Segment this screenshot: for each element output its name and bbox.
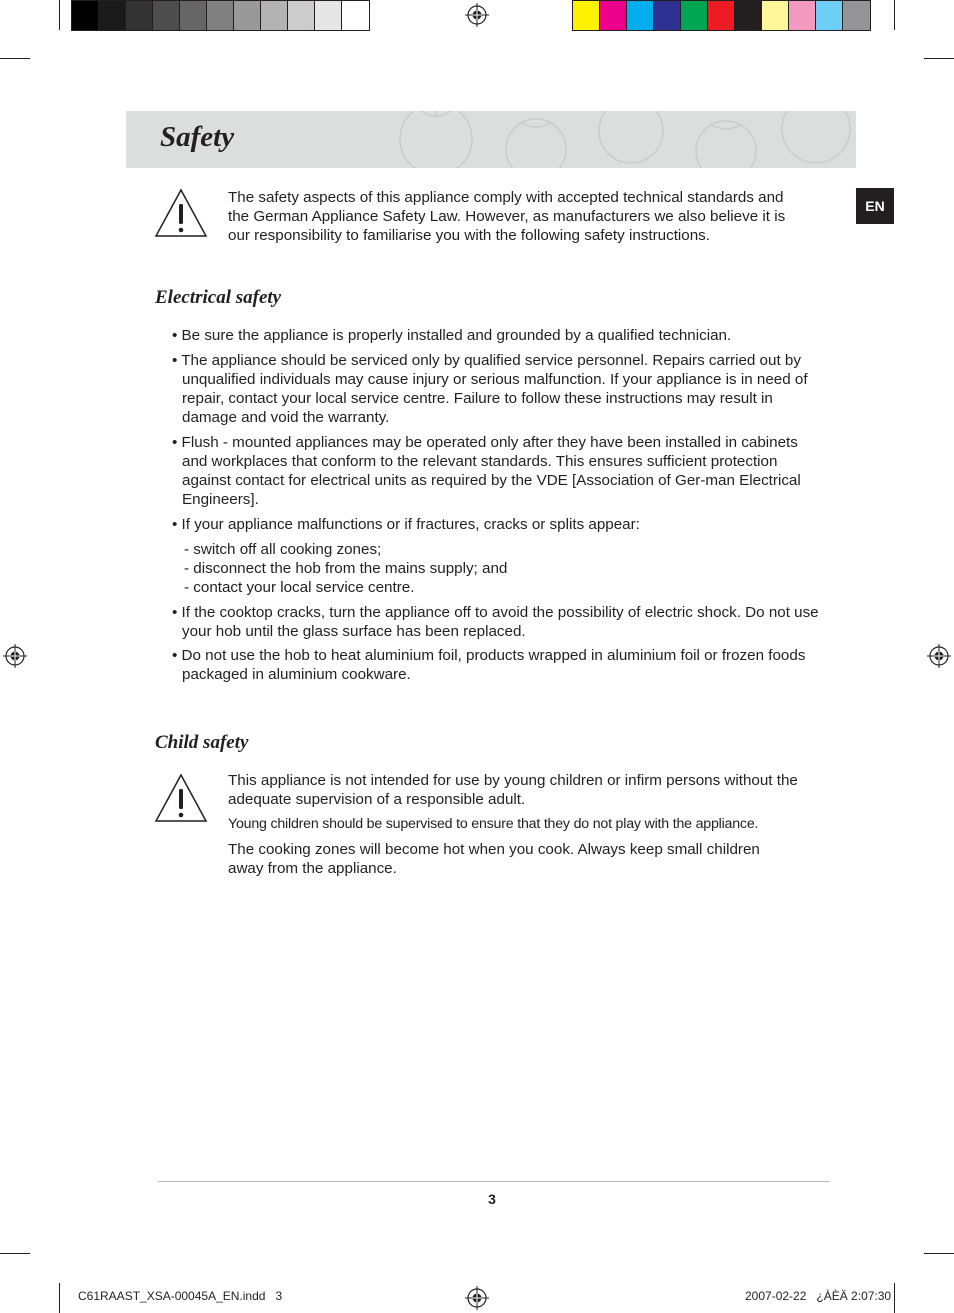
color-swatch [573,1,600,30]
child-safety-heading: Child safety [155,732,249,753]
bullet-text: • Flush - mounted appliances may be operated only after they have been installed in cabinets and workplaces that conform to the relevant standards. This ensures sufficient protection against contact for electrical units as required by the VDE [Association of Ger-man Electrical Engineers]. [172,434,801,508]
process-color-bar [572,0,871,31]
color-swatch [342,1,369,30]
color-swatch [288,1,315,30]
language-tab: EN [856,188,894,224]
bullet-item [172,515,832,534]
tomato-decoration-icon [396,111,856,168]
sub-item: - disconnect the hob from the mains supply; and [184,560,508,577]
color-swatch [600,1,627,30]
color-swatch [762,1,789,30]
registration-mark-icon [3,644,27,668]
child-paragraph: The cooking zones will become hot when you cook. Always keep small children away from the appliance. [228,841,760,877]
crop-mark [924,58,954,59]
bullet-text: • Do not use the hob to heat aluminium foil, products wrapped in aluminium foil or frozen foods packaged in aluminium cookware. [172,647,806,683]
bullet-text: • The appliance should be serviced only by qualified service personnel. Repairs carried out by unqualified individuals may cause injury or serious malfunction. If your appliance is in need of repair, contact your local service centre. Failure to follow these instructions may result in damage and void the warranty. [172,352,808,426]
bullet-item [172,326,832,345]
color-swatch [180,1,207,30]
sub-item: - switch off all cooking zones; [184,541,382,558]
page-title: Safety [160,121,235,153]
child-paragraph: This appliance is not intended for use by young children or infirm persons without the adequate supervision of a responsible adult. [228,772,798,808]
color-swatch [153,1,180,30]
crop-mark [894,0,895,30]
bullet-text: • Be sure the appliance is properly installed and grounded by a qualified technician. [172,327,732,344]
sub-item: - contact your local service centre. [184,579,415,596]
color-swatch [234,1,261,30]
color-swatch [207,1,234,30]
color-swatch [708,1,735,30]
bullet-item [172,351,830,427]
color-swatch [99,1,126,30]
color-swatch [627,1,654,30]
warning-triangle-icon [154,188,208,238]
color-swatch [126,1,153,30]
bullet-item [172,646,812,684]
grayscale-color-bar [71,0,370,31]
registration-mark-icon [927,644,951,668]
bullet-text: • If your appliance malfunctions or if fractures, cracks or splits appear: [172,516,640,533]
color-swatch [654,1,681,30]
color-swatch [72,1,99,30]
color-swatch [261,1,288,30]
slug-timestamp: 2007-02-22 ¿ÀÈÄ 2:07:30 [745,1289,892,1303]
color-swatch [816,1,843,30]
registration-mark-icon [465,3,489,27]
crop-mark [0,58,30,59]
child-paragraph: Young children should be supervised to ensure that they do not play with the appliance. [228,816,759,832]
warning-triangle-icon [154,773,208,823]
intro-line: the German Appliance Safety Law. However, as manufacturers we also believe it is [228,208,786,225]
footer-rule [158,1181,830,1182]
crop-mark [59,1283,60,1313]
bullet-item [172,433,822,509]
color-swatch [789,1,816,30]
page-number: 3 [488,1191,496,1207]
registration-mark-icon [465,1286,489,1310]
intro-text [228,188,828,245]
crop-mark [894,1283,895,1313]
color-swatch [681,1,708,30]
section-header-band [126,111,856,168]
color-swatch [735,1,762,30]
intro-line: The safety aspects of this appliance comply with accepted technical standards and [228,189,784,206]
electrical-safety-heading: Electrical safety [155,287,282,308]
intro-line: our responsibility to familiarise you with the following safety instructions. [228,227,710,244]
crop-mark [0,1253,30,1254]
crop-mark [59,0,60,30]
slug-filename: C61RAAST_XSA-00045A_EN.indd 3 [78,1289,283,1303]
color-swatch [843,1,870,30]
bullet-text: • If the cooktop cracks, turn the appliance off to avoid the possibility of electric shock. Do not use your hob until the glass surface has been replaced. [172,604,819,640]
bullet-item [172,603,834,641]
crop-mark [924,1253,954,1254]
color-swatch [315,1,342,30]
